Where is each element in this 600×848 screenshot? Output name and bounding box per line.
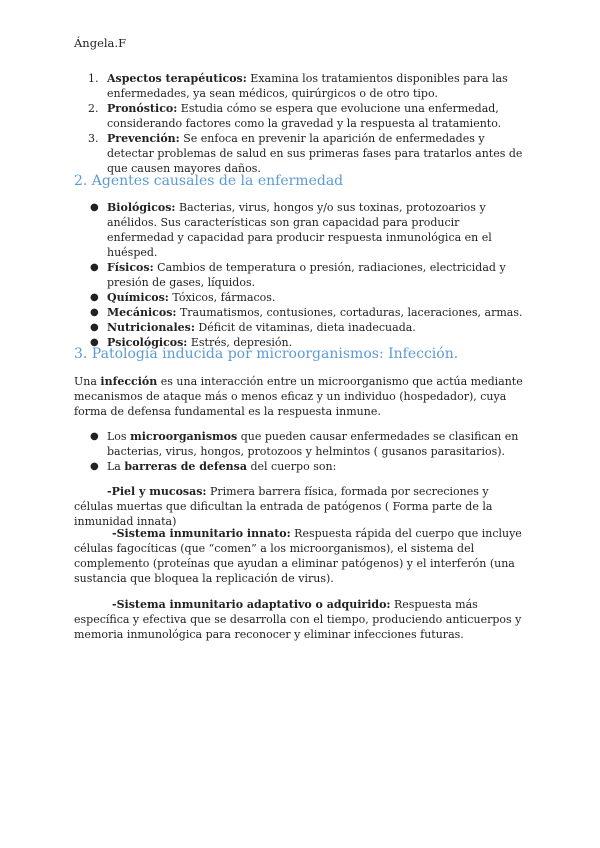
list-item: ● Nutricionales: Déficit de vitaminas, dieta inadecuada. — [90, 321, 416, 334]
sistema-adaptativo-paragraph: -Sistema inmunitario adaptativo o adquirido: Respuesta más específica y efectiva que se desarrolla con el tiempo, produciendo anticuerpos y memoria inmunológica para reconocer y eliminar infecciones futuras. — [74, 598, 522, 641]
agents-list — [88, 200, 528, 350]
numbered-list — [88, 71, 528, 176]
bullet-icon: ● — [90, 307, 99, 318]
section-heading-agentes: 2. Agentes causales de la enfermedad — [74, 173, 344, 189]
author-name: Ángela.F — [74, 36, 127, 50]
bullet-icon: ● — [90, 431, 99, 442]
list-item: 1. Aspectos terapéuticos: Examina los tratamientos disponibles para las enfermedades, ya sean médicos, quirúrgicos o de otro tipo. — [88, 72, 508, 100]
sistema-innato-paragraph: -Sistema inmunitario innato: Respuesta rápida del cuerpo que incluye células fagocíticas (que “comen” a los microorganismos), el sistema del complemento (proteínas que ayudan a eliminar patógenos) y el interferón (una sustancia que bloquea la replicación de virus). — [74, 527, 522, 585]
list-item: ● Biológicos: Bacterias, virus, hongos y/o sus toxinas, protozoarios y anélidos. Sus características son gran capacidad para producir enfermedad y capacidad para producir respuesta inmunológica en el huésped. — [90, 201, 492, 259]
item-term: Prevención: — [107, 132, 180, 145]
list-item: ● Químicos: Tóxicos, fármacos. — [90, 291, 276, 304]
bullet-icon: ● — [90, 461, 99, 472]
list-item: ● Los microorganismos que pueden causar enfermedades se clasifican en bacterias, virus, hongos, protozoos y helmintos ( gusanos parasitarios). — [90, 430, 519, 458]
infection-paragraph: Una infección es una interacción entre un microorganismo que actúa mediante mecanismos de ataque más o menos eficaz y un individuo (hospedador), cuya forma de defensa fundamental es la respuesta inmune. — [74, 375, 523, 418]
item-term: Pronóstico: — [107, 102, 178, 115]
defense-list — [88, 429, 528, 474]
item-term: Aspectos terapéuticos: — [107, 72, 247, 85]
item-text: Se enfoca en prevenir la aparición de enfermedades y detectar problemas de salud en sus primeras fases para tratarlos antes de que causen mayores daños. — [107, 132, 523, 175]
bullet-icon: ● — [90, 292, 99, 303]
bullet-icon: ● — [90, 322, 99, 333]
list-item: ● La barreras de defensa del cuerpo son: — [90, 460, 337, 473]
bullet-icon: ● — [90, 262, 99, 273]
list-item: ● Psicológicos: Estrés, depresión. — [90, 336, 293, 349]
list-item: 2. Pronóstico: Estudia cómo se espera que evolucione una enfermedad, considerando factores como la gravedad y la respuesta al tratamiento. — [88, 102, 502, 130]
section-heading-patologia: 3. Patología inducida por microorganismos: Infección. — [74, 346, 459, 362]
list-item: ● Mecánicos: Traumatismos, contusiones, cortaduras, laceraciones, armas. — [90, 306, 523, 319]
bullet-icon: ● — [90, 337, 99, 348]
list-item: ● Físicos: Cambios de temperatura o presión, radiaciones, electricidad y presión de gases, líquidos. — [90, 261, 506, 289]
item-text: Estudia cómo se espera que evolucione una enfermedad, considerando factores como la gravedad y la respuesta al tratamiento. — [107, 102, 502, 130]
bullet-icon: ● — [90, 202, 99, 213]
list-item: 3. Prevención: Se enfoca en prevenir la aparición de enfermedades y detectar problemas de salud en sus primeras fases para tratarlos antes de que causen mayores daños. — [88, 132, 523, 175]
item-text: Examina los tratamientos disponibles para las enfermedades, ya sean médicos, quirúrgicos o de otro tipo. — [107, 72, 508, 100]
piel-mucosas-paragraph: -Piel y mucosas: Primera barrera física, formada por secreciones y células muertas que dificultan la entrada de patógenos ( Forma parte de la inmunidad innata) — [74, 485, 493, 528]
